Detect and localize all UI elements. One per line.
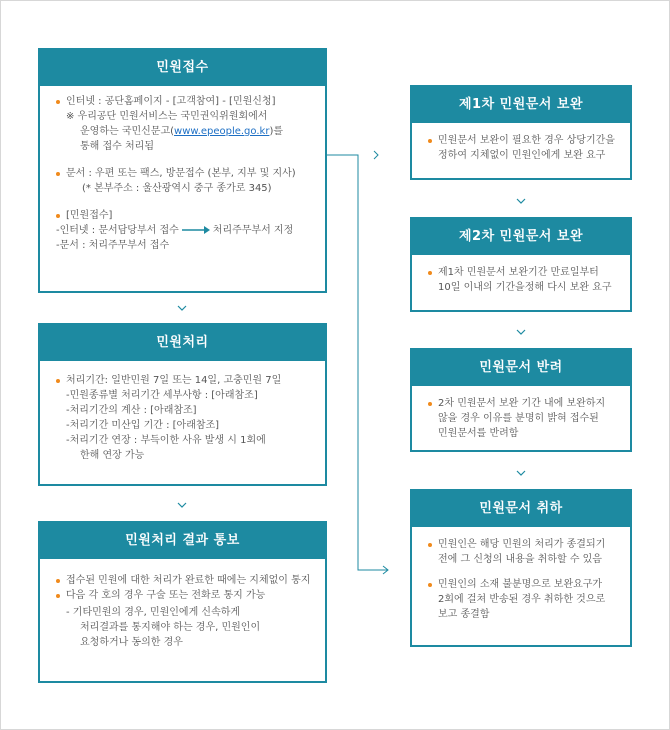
notice-line1: 접수된 민원에 대한 처리가 완료한 때에는 지체없이 통지 — [56, 573, 317, 588]
note-line3: 통해 접수 처리됨 — [80, 141, 154, 152]
return-box — [410, 348, 632, 452]
supplement1-line1: 민원문서 보완이 필요한 경우 상당기간을 — [428, 133, 622, 148]
supplement1-line2: 정하여 지체없이 민원인에게 보완 요구 — [438, 150, 606, 161]
note-line2: 운영하는 국민신문고(www.epeople.go.kr)를 — [80, 126, 283, 137]
withdraw-line4: 2회에 걸쳐 반송된 경우 취하한 것으로 — [438, 594, 606, 605]
epeople-link[interactable]: www.epeople.go.kr — [174, 126, 270, 137]
supplement2-title: 제2차 민원문서 보완 — [412, 219, 630, 255]
notice-box — [38, 521, 327, 683]
supplement2-line2: 10일 이내의 기간을정해 다시 보완 요구 — [438, 282, 612, 293]
return-line1: 2차 민원문서 보완 기간 내에 보완하지 — [428, 396, 622, 411]
supplement1-box — [410, 85, 632, 180]
section-label: [민원접수] — [56, 208, 317, 223]
right-arrow-icon — [182, 226, 210, 234]
withdraw-line5: 보고 종결함 — [438, 609, 490, 620]
processing-box — [38, 323, 327, 486]
notice-line2: 다음 각 호의 경우 구술 또는 전화로 통지 가능 — [56, 588, 317, 603]
supplement2-box — [410, 217, 632, 312]
withdraw-box — [410, 489, 632, 647]
chevron-down-icon — [515, 328, 527, 336]
chevron-down-icon — [515, 197, 527, 205]
processing-line1: 처리기간: 일반민원 7일 또는 14일, 고충민원 7일 — [56, 373, 317, 388]
withdraw-title: 민원문서 취하 — [412, 491, 630, 527]
doc-label: 문서 : 우편 또는 팩스, 방문접수 (본부, 지부 및 지사) — [56, 166, 317, 181]
address: (* 본부주소 : 울산광역시 중구 종가로 345) — [82, 183, 272, 194]
internet-label: 인터넷 : 공단홈페이지 - [고객참여] - [민원신청] — [56, 94, 317, 109]
withdraw-line3: 민원인의 소재 불분명으로 보완요구가 — [428, 577, 622, 592]
notice-line5: 요청하거나 동의한 경우 — [80, 637, 183, 648]
supplement2-line1: 제1차 민원문서 보완기간 만료일부터 — [428, 265, 622, 280]
chevron-down-icon — [176, 501, 188, 509]
receipt-title: 민원접수 — [40, 50, 325, 86]
note-line1: ※ 우리공단 민원서비스는 국민권익위원회에서 — [66, 111, 268, 122]
chevron-down-icon — [176, 304, 188, 312]
receipt-box — [38, 48, 327, 293]
notice-title: 민원처리 결과 통보 — [40, 523, 325, 559]
supplement1-title: 제1차 민원문서 보완 — [412, 87, 630, 123]
return-line3: 민원문서를 반려함 — [438, 428, 519, 439]
notice-line4: 처리결과를 통지해야 하는 경우, 민원인이 — [80, 622, 261, 633]
chevron-down-icon — [515, 469, 527, 477]
route2: -문서 : 처리주무부서 접수 — [56, 240, 170, 251]
withdraw-line1: 민원인은 해당 민원의 처리가 종결되기 — [428, 537, 622, 552]
processing-line3: -처리기간의 계산 : [아래참조] — [66, 405, 197, 416]
processing-line5: -처리기간 연장 : 부득이한 사유 발생 시 1회에 — [66, 435, 266, 446]
withdraw-line2: 전에 그 신청의 내용을 취하할 수 있음 — [438, 554, 602, 565]
processing-title: 민원처리 — [40, 325, 325, 361]
route1: -인터넷 : 문서담당부서 접수 처리주무부서 지정 — [56, 225, 294, 236]
processing-line2: -민원종류별 처리기간 세부사항 : [아래참조] — [66, 390, 258, 401]
processing-line4: -처리기간 미산입 기간 : [아래참조] — [66, 420, 220, 431]
processing-line6: 한해 연장 가능 — [80, 450, 145, 461]
notice-line3: - 기타민원의 경우, 민원인에게 신속하게 — [66, 607, 241, 618]
return-line2: 않을 경우 이유를 분명히 밝혀 접수된 — [438, 413, 599, 424]
return-title: 민원문서 반려 — [412, 350, 630, 386]
